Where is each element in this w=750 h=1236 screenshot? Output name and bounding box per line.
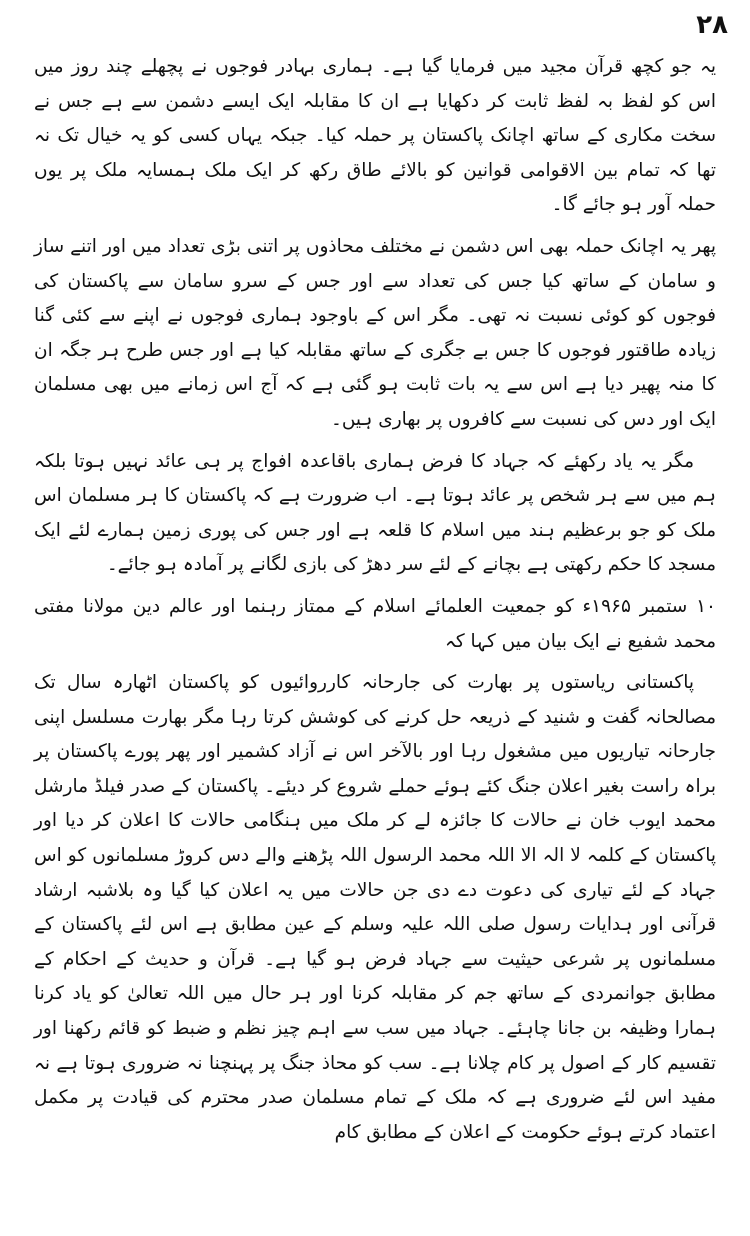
page-number: ۲۸	[696, 10, 728, 40]
paragraph-1: یہ جو کچھ قرآن مجید میں فرمایا گیا ہے۔ ہماری بہادر فوجوں نے پچھلے چند روز میں اس کو لفظ بہ لفظ ثابت کر دکھایا ہے ان کا مقابلہ ایک ایسے دشمن سے ہے جس نے سخت مکاری کے ساتھ اچانک پاکستان پر حملہ کیا۔ جبکہ یہاں کسی کو یہ خیال تک نہ تھا کہ تمام بین الاقوامی قوانین کو بالائے طاق رکھ کر ایک ملک ہمسایہ ملک پر یوں حملہ آور ہو جائے گا۔	[34, 56, 716, 216]
body-text	[34, 50, 716, 1150]
paragraph-5: پاکستانی ریاستوں پر بھارت کی جارحانہ کارروائیوں کو پاکستان اٹھارہ سال تک مصالحانہ گفت و شنید کے ذریعہ حل کرنے کی کوشش کرتا رہا مگر بھارت مسلسل اپنی جارحانہ تیاریوں میں مشغول رہا اور بالآخر اس نے آزاد کشمیر اور پھر پورے پاکستان پر براہ راست بغیر اعلان جنگ کئے ہوئے حملے شروع کر دیئے۔ پاکستان کے صدر فیلڈ مارشل محمد ایوب خان نے حالات کا جائزہ لے کر ملک میں ہنگامی حالات کا اعلان کر دیا اور پاکستان کے کلمہ لا الہ الا اللہ محمد الرسول اللہ پڑھنے والے دس کروڑ مسلمانوں کو اس جہاد کے لئے تیاری کی دعوت دے دی جن حالات میں یہ اعلان کیا گیا وہ بلاشبہ ارشاد قرآنی اور ہدایات رسول صلی اللہ علیہ وسلم کے عین مطابق ہے اس لئے پاکستان کے مسلمانوں پر شرعی حیثیت سے جہاد فرض ہو گیا ہے۔ قرآن و حدیث کے احکام کے مطابق جوانمردی کے ساتھ جم کر مقابلہ کرنا اور ہر حال میں اللہ تعالیٰ کو یاد کرنا ہمارا وظیفہ بن جانا چاہئے۔ جہاد میں سب سے اہم چیز نظم و ضبط کو قائم رکھنا اور تقسیم کار کے اصول پر کام چلانا ہے۔ سب کو محاذ جنگ پر پہنچنا نہ ضروری ہوتا ہے نہ مفید اس لئے ضروری ہے کہ ملک کے تمام مسلمان صدر محترم کی قیادت پر مکمل اعتماد کرتے ہوئے حکومت کے اعلان کے مطابق کام	[34, 672, 716, 1143]
paragraph-3: مگر یہ یاد رکھئے کہ جہاد کا فرض ہماری باقاعدہ افواج پر ہی عائد نہیں ہوتا بلکہ ہم میں سے ہر شخص پر عائد ہوتا ہے۔ اب ضرورت ہے کہ پاکستان کا ہر مسلمان اس ملک کو جو برعظیم ہند میں اسلام کا قلعہ ہے اور جس کی پوری زمین ہمارے لئے ایک مسجد کا حکم رکھتی ہے بچانے کے لئے سر دھڑ کی بازی لگانے پر آمادہ ہو جائے۔	[34, 450, 716, 576]
paragraph-2: پھر یہ اچانک حملہ بھی اس دشمن نے مختلف محاذوں پر اتنی بڑی تعداد میں اور اتنے ساز و سامان کے ساتھ کیا جس کی تعداد سے اور جس کے سرو سامان سے پاکستان کی فوجوں کو کوئی نسبت نہ تھی۔ مگر اس کے باوجود ہماری فوجوں نے اپنے سے کئی گنا زیادہ طاقتور فوجوں کا جس بے جگری کے ساتھ مقابلہ کیا ہے اور جس طرح ہر جگہ ان کا منہ پھیر دیا ہے اس سے یہ بات ثابت ہو گئی ہے کہ آج اس زمانے میں بھی مسلمان ایک اور دس کی نسبت سے کافروں پر بھاری ہیں۔	[34, 235, 716, 430]
paragraph-4: ۱۰ ستمبر ۱۹۶۵ء کو جمعیت العلمائے اسلام کے ممتاز رہنما اور عالم دین مولانا مفتی محمد شفیع نے ایک بیان میں کہا کہ	[34, 595, 716, 652]
